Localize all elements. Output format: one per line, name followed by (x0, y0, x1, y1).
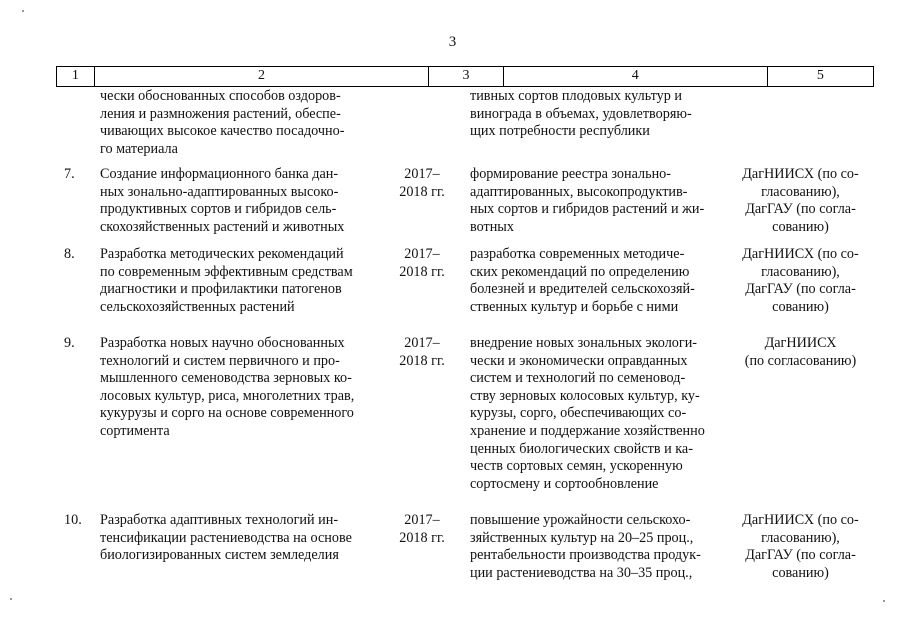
row-description: чески обоснованных способов оздоров- ления и размножения растений, обеспе- чивающих высокое качество посадочно- го материала (100, 88, 345, 157)
row-result: повышение урожайности сельскохо- зяйственных культур на 20–25 проц., рентабельности производства продук- ции растениеводства на 30–35 проц., (470, 512, 701, 581)
row-years: 2017– 2018 гг. (399, 166, 445, 200)
row-description: Разработка методических рекомендаций по современным эффективным средствам диагностики и профилактики патогенов сельскохозяйственных растений (100, 246, 353, 315)
scan-speck (10, 598, 12, 600)
column-header-3: 3 (429, 67, 503, 86)
row-result: формирование реестра зонально- адаптированных, высокопродуктив- ных сортов и гибридов растений и жи- вотных (470, 166, 705, 235)
column-header-2: 2 (95, 67, 430, 86)
row-number: 9. (64, 335, 75, 351)
row-description: Разработка новых научно обоснованных технологий и систем первичного и про- мышленного семеноводства зерновых ко- лосовых культур, риса, многолетних трав, кукурузы и сорго на основе современного сортимента (100, 335, 355, 439)
row-executor: ДагНИИСХ (по со- гласованию), ДагГАУ (по согла- сованию) (742, 512, 859, 581)
row-description: Разработка адаптивных технологий ин- тенсификации растениеводства на основе биологизированных систем земледелия (100, 512, 352, 564)
row-result: внедрение новых зональных экологи- чески и экономически оправданных систем и технологий по семеновод- ству зерновых колосовых культур, ку- курузы, сорго, обеспечивающих со- хранение и поддержание хозяйственно ценных биологических свойств и ка- честв сортовых семян, ускоренную сортосмену и сортообновление (470, 335, 705, 492)
row-description: Создание информационного банка дан- ных зонально-адаптированных высоко- продуктивных сортов и гибридов сель- скохозяйственных растений и животных (100, 166, 345, 235)
row-executor: ДагНИИСХ (по со- гласованию), ДагГАУ (по согла- сованию) (742, 166, 859, 235)
column-header-5: 5 (768, 67, 874, 86)
row-years: 2017– 2018 гг. (399, 512, 445, 546)
row-result: разработка современных методиче- ских рекомендаций по определению болезней и вредителей сельскохозяй- ственных культур и борьбе с ними (470, 246, 695, 315)
row-executor: ДагНИИСХ (по со- гласованию), ДагГАУ (по согла- сованию) (742, 246, 859, 315)
table-header (56, 66, 874, 87)
row-years: 2017– 2018 гг. (399, 246, 445, 280)
column-header-1: 1 (56, 67, 95, 86)
scan-speck (22, 10, 24, 12)
scan-speck (883, 600, 885, 602)
column-header-4: 4 (504, 67, 768, 86)
page-number: 3 (448, 34, 457, 50)
row-executor: ДагНИИСХ (по согласованию) (744, 335, 857, 369)
row-number: 10. (64, 512, 82, 528)
row-years: 2017– 2018 гг. (399, 335, 445, 369)
row-number: 7. (64, 166, 75, 182)
row-number: 8. (64, 246, 75, 262)
row-result: тивных сортов плодовых культур и винограда в объемах, удовлетворяю- щих потребности республики (470, 88, 692, 140)
